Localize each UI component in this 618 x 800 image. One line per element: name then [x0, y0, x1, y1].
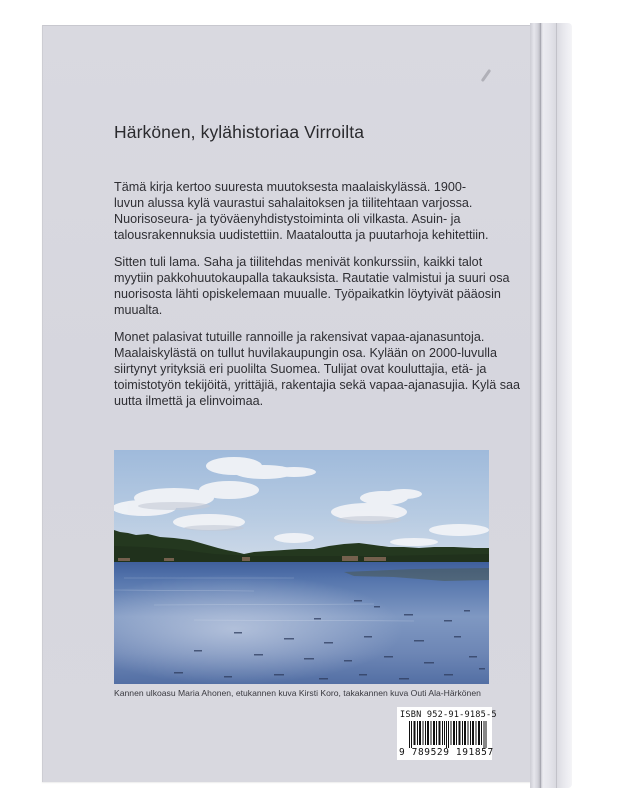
cover-credits: Kannen ulkoasu Maria Ahonen, etukannen kuva Kirsti Koro, takakannen kuva Outi Ala-Härkönen	[114, 688, 481, 698]
blurb-line: siirtynyt yrityksiä eri puolilta Suomea. Tulijat ovat kouluttajia, etä- ja	[114, 362, 487, 376]
book	[42, 25, 572, 788]
spine-groove	[540, 23, 541, 788]
ean-digits: 9 789529 191857	[399, 747, 494, 758]
blurb-paragraph-3	[114, 329, 521, 409]
blurb-line: muualta.	[114, 303, 163, 317]
blurb-paragraph-2	[114, 254, 510, 318]
blurb-line: toimistotyön tekijöitä, yrittäjiä, rakentajia sekä vapaa-ajanasujia. Kylä saa	[114, 378, 521, 392]
isbn-label: ISBN 952-91-9185-5	[400, 710, 497, 720]
blurb-line: nuorisosta lähti opiskelemaan muualle. Työpaikatkin löytyivät pääosin	[114, 287, 501, 301]
back-cover	[42, 25, 531, 782]
blurb-line: Tämä kirja kertoo suuresta muutoksesta maalaiskylässä. 1900-	[114, 180, 467, 194]
scuff-mark	[481, 69, 491, 82]
blurb-line: Sitten tuli lama. Saha ja tiilitehdas menivät konkurssiin, kaikki talot	[114, 255, 483, 269]
book-title: Härkönen, kylähistoriaa Virroilta	[114, 122, 365, 142]
barcode-bars-icon	[409, 721, 489, 748]
blurb-line: myytiin pakkohuutokaupalla takauksista. Rautatie valmistui ja suuri osa	[114, 271, 510, 285]
blurb-line: Monet palasivat tutuille rannoille ja rakensivat vapaa-ajanasuntoja.	[114, 330, 485, 344]
blurb-line: luvun alussa kylä vaurastui sahalaitoksen ja tiilitehtaan varjossa.	[114, 196, 473, 210]
blurb-paragraph-1	[114, 179, 504, 243]
isbn-barcode	[397, 707, 497, 760]
lake-photo	[114, 450, 489, 684]
spine-groove	[556, 23, 557, 788]
blurb-line: Nuorisoseura- ja työväenyhdistystoiminta oli vilkasta. Asuin- ja	[114, 212, 461, 226]
blurb-line: uutta ilmettä ja elinvoimaa.	[114, 394, 264, 408]
blurb-line: talousrakennuksia uudistettiin. Maataloutta ja puutarhoja kehitettiin.	[114, 228, 489, 242]
book-spine	[530, 23, 572, 788]
blurb-line: Maalaiskylästä on tullut huvilakaupungin osa. Kylään on 2000-luvulla	[114, 346, 497, 360]
lake-landscape-image	[114, 450, 489, 684]
